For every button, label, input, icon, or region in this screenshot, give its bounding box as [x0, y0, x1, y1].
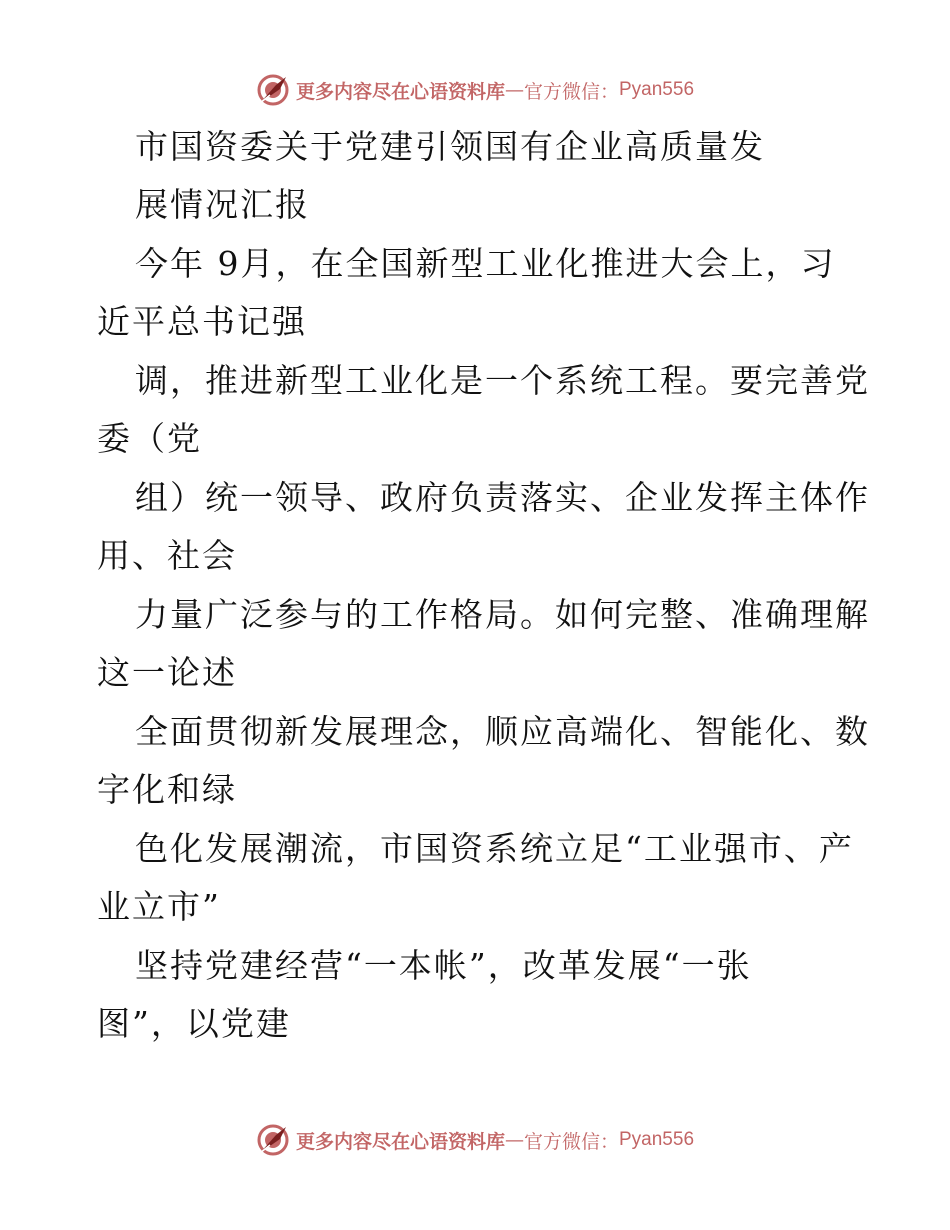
paragraph-line: 调，推进新型工业化是一个系统工程。要完善党 — [135, 361, 870, 400]
paragraph-line: 坚持党建经营“一本帐”，改革发展“一张 — [135, 946, 752, 985]
paragraph-line: 力量广泛参与的工作格局。如何完整、准确理解 — [135, 595, 870, 634]
quill-pen-icon — [256, 73, 290, 107]
banner-official-label: 官方微信： — [523, 1130, 619, 1153]
footer-watermark-banner — [0, 1120, 950, 1160]
banner-wechat-id: Pyan556 — [619, 1129, 695, 1150]
banner-separator: — — [504, 1129, 524, 1151]
paragraph-line: 组）统一领导、政府负责落实、企业发挥主体作 — [135, 478, 870, 517]
paragraph-line: 图”，以党建 — [97, 1004, 291, 1043]
paragraph-line: 近平总书记强 — [97, 302, 307, 341]
banner-official-label: 官方微信： — [523, 80, 619, 103]
paragraph-line: 用、社会 — [97, 536, 237, 575]
paragraph-line: 业立市” — [97, 887, 221, 926]
document-title-line-1: 市国资委关于党建引领国有企业高质量发 — [135, 127, 765, 166]
banner-brand-text: 更多内容尽在心语资料库 — [295, 80, 505, 103]
document-title-line-2: 展情况汇报 — [135, 185, 310, 224]
paragraph-line: 字化和绿 — [97, 770, 237, 809]
banner-wechat-id: Pyan556 — [619, 79, 695, 100]
paragraph-line: 今年 9月，在全国新型工业化推进大会上，习 — [135, 244, 836, 283]
quill-pen-icon — [256, 1123, 290, 1157]
banner-brand-text: 更多内容尽在心语资料库 — [295, 1130, 505, 1153]
paragraph-line: 这一论述 — [97, 653, 237, 692]
header-watermark-banner — [0, 70, 950, 110]
banner-separator: — — [504, 79, 524, 101]
paragraph-line: 全面贯彻新发展理念，顺应高端化、智能化、数 — [135, 712, 870, 751]
paragraph-line: 委（党 — [97, 419, 202, 458]
paragraph-line: 色化发展潮流，市国资系统立足“工业强市、产 — [135, 829, 854, 868]
